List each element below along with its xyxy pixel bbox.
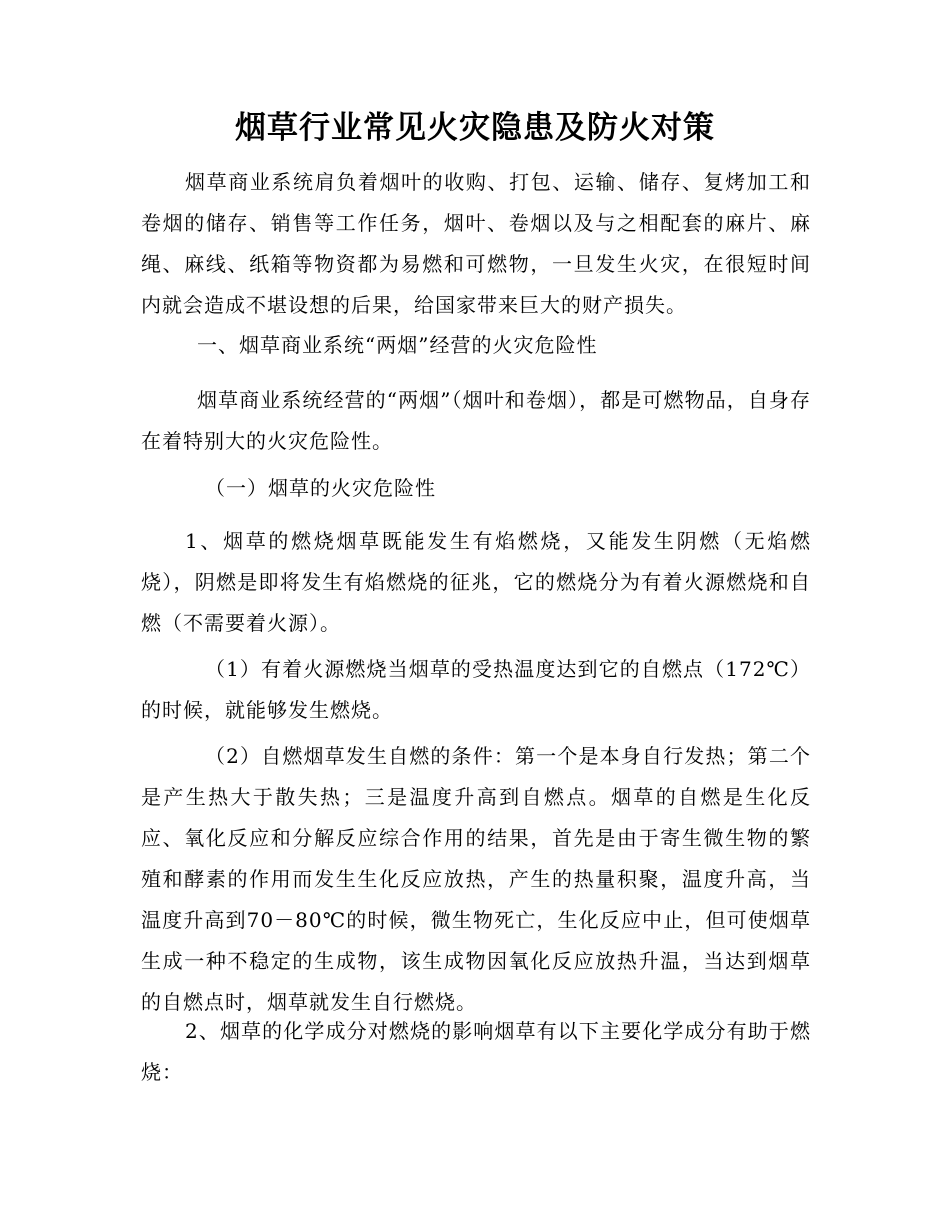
paragraph-spontaneous-combustion: （2）自燃烟草发生自燃的条件：第一个是本身自行发热；第二个是产生热大于散失热；三是温度升高到自燃点。烟草的自燃是生化反应、氧化反应和分解反应综合作用的结果，首先是由于寄生微生物的繁殖和酵素的作用而发生生化反应放热，产生的热量积聚，温度升高，当温度升高到70－80℃的时候，微生物死亡，生化反应中止，但可使烟草生成一种不稳定的生成物，该生成物因氧化反应放热升温，当达到烟草的自燃点时，烟草就发生自行燃烧。 [141, 744, 811, 1014]
document-title: 烟草行业常见火灾隐患及防火对策 [235, 110, 715, 146]
paragraph-ignition-source: （1）有着火源燃烧当烟草的受热温度达到它的自燃点（172℃）的时候，就能够发生燃烧。 [141, 657, 811, 722]
paragraph-two-tobacco: 烟草商业系统经营的“两烟”（烟叶和卷烟），都是可燃物品，自身存在着特别大的火灾危险性。 [141, 388, 811, 453]
section-heading-1: 一、烟草商业系统“两烟”经营的火灾危险性 [197, 333, 598, 357]
paragraph-combustion: 1、烟草的燃烧烟草既能发生有焰燃烧，又能发生阴燃（无焰燃烧），阴燃是即将发生有焰燃烧的征兆，它的燃烧分为有着火源燃烧和自燃（不需要着火源）。 [141, 529, 811, 635]
paragraph-chemical-composition: 2、烟草的化学成分对燃烧的影响烟草有以下主要化学成分有助于燃烧： [141, 1019, 811, 1084]
subsection-heading-1: （一）烟草的火灾危险性 [205, 476, 436, 500]
paragraph-intro: 烟草商业系统肩负着烟叶的收购、打包、运输、储存、复烤加工和卷烟的储存、销售等工作任务，烟叶、卷烟以及与之相配套的麻片、麻绳、麻线、纸箱等物资都为易燃和可燃物，一旦发生火灾，在很短时间内就会造成不堪设想的后果，给国家带来巨大的财产损失。 [141, 170, 811, 317]
